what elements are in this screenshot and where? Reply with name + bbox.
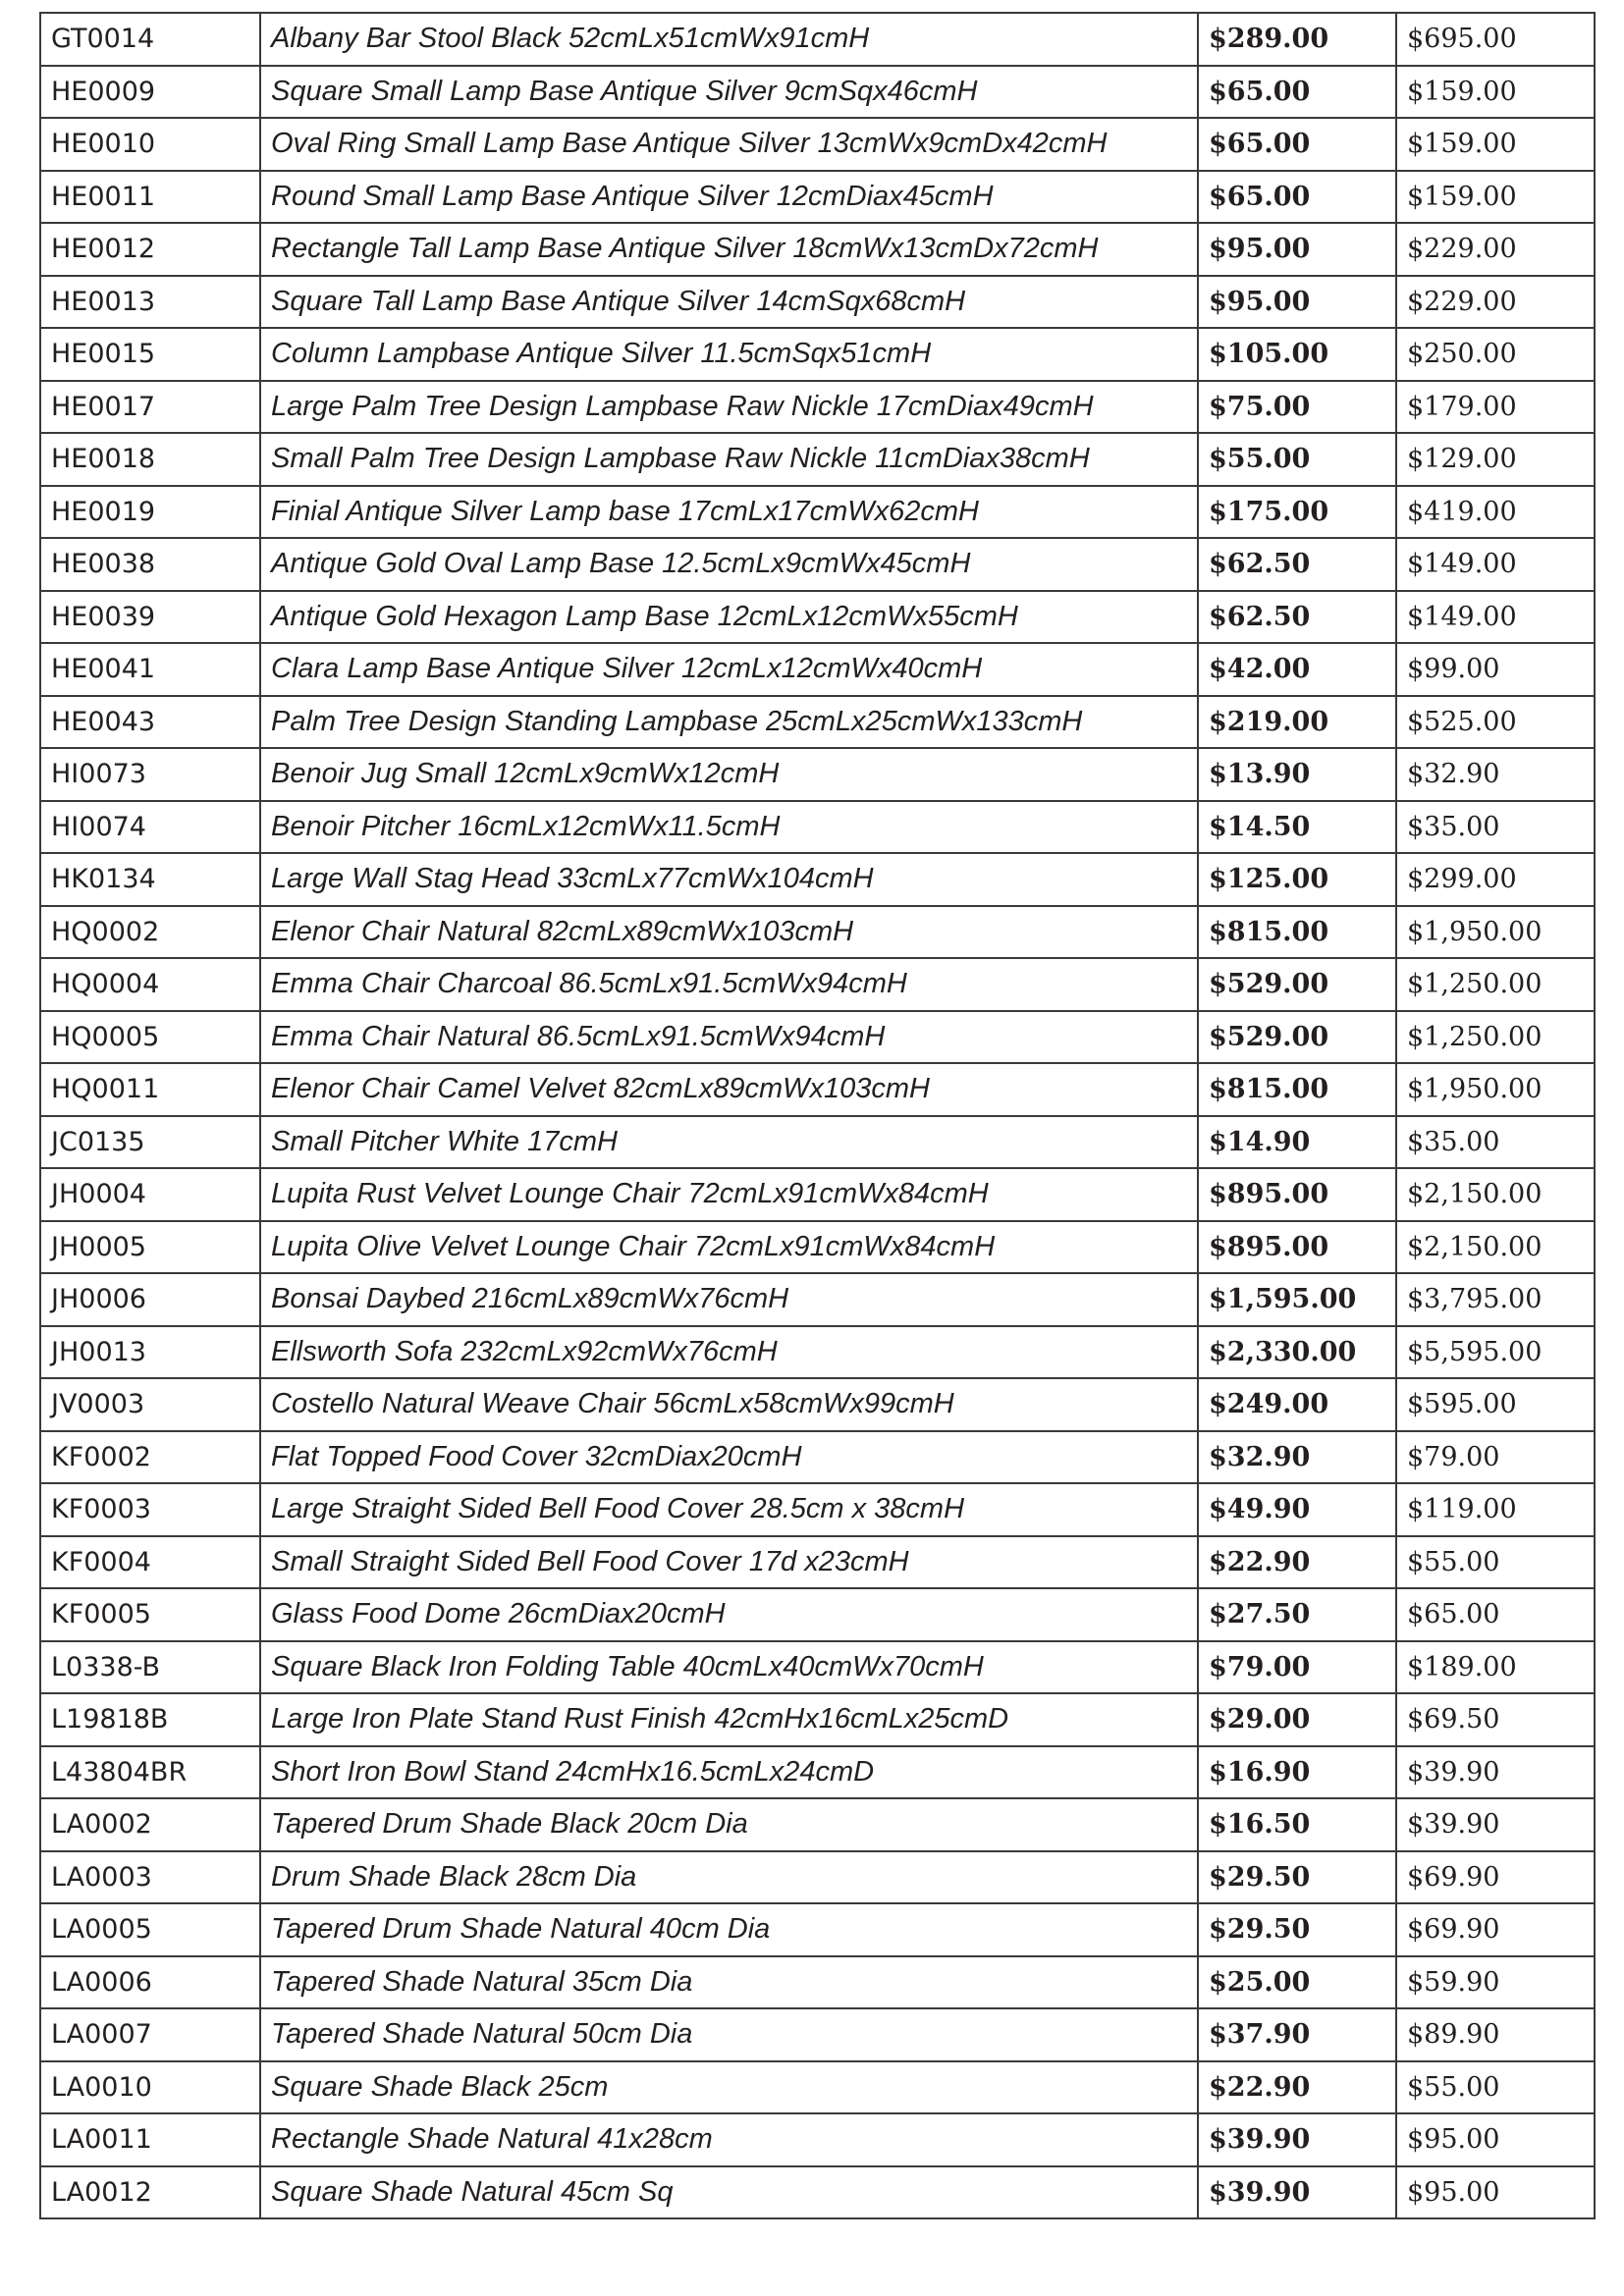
- price-list-table: [39, 12, 1596, 2219]
- cost-price: $79.00: [1198, 1641, 1396, 1694]
- product-description: Glass Food Dome 26cmDiax20cmH: [260, 1588, 1198, 1641]
- product-description: Column Lampbase Antique Silver 11.5cmSqx51cmH: [260, 328, 1198, 381]
- cost-price: $49.90: [1198, 1483, 1396, 1536]
- product-description: Albany Bar Stool Black 52cmLx51cmWx91cmH: [260, 13, 1198, 66]
- product-code: HE0010: [40, 118, 260, 171]
- table-row: [40, 2061, 1595, 2114]
- product-description: Square Tall Lamp Base Antique Silver 14cmSqx68cmH: [260, 276, 1198, 329]
- product-description: Tapered Shade Natural 35cm Dia: [260, 1956, 1198, 2009]
- retail-price: $55.00: [1396, 1536, 1595, 1589]
- retail-price: $179.00: [1396, 381, 1595, 434]
- product-code: HI0074: [40, 801, 260, 854]
- cost-price: $65.00: [1198, 171, 1396, 224]
- product-code: HE0019: [40, 486, 260, 539]
- table-row: [40, 2113, 1595, 2166]
- product-code: HK0134: [40, 853, 260, 906]
- table-row: [40, 1326, 1595, 1379]
- product-code: HE0009: [40, 66, 260, 119]
- retail-price: $159.00: [1396, 118, 1595, 171]
- table-row: [40, 1273, 1595, 1326]
- cost-price: $16.90: [1198, 1746, 1396, 1799]
- cost-price: $32.90: [1198, 1431, 1396, 1484]
- product-description: Ellsworth Sofa 232cmLx92cmWx76cmH: [260, 1326, 1198, 1379]
- product-code: L0338-B: [40, 1641, 260, 1694]
- cost-price: $25.00: [1198, 1956, 1396, 2009]
- retail-price: $1,950.00: [1396, 906, 1595, 959]
- table-row: [40, 1588, 1595, 1641]
- table-row: [40, 433, 1595, 486]
- retail-price: $129.00: [1396, 433, 1595, 486]
- product-code: GT0014: [40, 13, 260, 66]
- product-code: KF0003: [40, 1483, 260, 1536]
- product-description: Tapered Drum Shade Natural 40cm Dia: [260, 1903, 1198, 1956]
- cost-price: $95.00: [1198, 223, 1396, 276]
- product-description: Benoir Pitcher 16cmLx12cmWx11.5cmH: [260, 801, 1198, 854]
- cost-price: $529.00: [1198, 958, 1396, 1011]
- product-code: HQ0011: [40, 1063, 260, 1116]
- product-description: Square Shade Natural 45cm Sq: [260, 2166, 1198, 2219]
- retail-price: $299.00: [1396, 853, 1595, 906]
- product-description: Square Black Iron Folding Table 40cmLx40cmWx70cmH: [260, 1641, 1198, 1694]
- cost-price: $105.00: [1198, 328, 1396, 381]
- product-description: Large Iron Plate Stand Rust Finish 42cmHx16cmLx25cmD: [260, 1693, 1198, 1746]
- cost-price: $62.50: [1198, 538, 1396, 591]
- retail-price: $39.90: [1396, 1746, 1595, 1799]
- cost-price: $62.50: [1198, 591, 1396, 644]
- retail-price: $59.90: [1396, 1956, 1595, 2009]
- product-description: Small Palm Tree Design Lampbase Raw Nickle 11cmDiax38cmH: [260, 433, 1198, 486]
- table-row: [40, 1798, 1595, 1851]
- product-code: LA0010: [40, 2061, 260, 2114]
- product-code: HQ0004: [40, 958, 260, 1011]
- product-code: JV0003: [40, 1378, 260, 1431]
- retail-price: $89.90: [1396, 2008, 1595, 2061]
- product-description: Emma Chair Charcoal 86.5cmLx91.5cmWx94cmH: [260, 958, 1198, 1011]
- cost-price: $249.00: [1198, 1378, 1396, 1431]
- product-code: HE0038: [40, 538, 260, 591]
- cost-price: $37.90: [1198, 2008, 1396, 2061]
- product-description: Antique Gold Oval Lamp Base 12.5cmLx9cmWx45cmH: [260, 538, 1198, 591]
- cost-price: $16.50: [1198, 1798, 1396, 1851]
- product-code: LA0003: [40, 1851, 260, 1904]
- table-row: [40, 696, 1595, 749]
- retail-price: $95.00: [1396, 2113, 1595, 2166]
- product-description: Tapered Drum Shade Black 20cm Dia: [260, 1798, 1198, 1851]
- product-code: HE0041: [40, 643, 260, 696]
- product-code: LA0002: [40, 1798, 260, 1851]
- retail-price: $149.00: [1396, 538, 1595, 591]
- cost-price: $65.00: [1198, 118, 1396, 171]
- product-description: Large Palm Tree Design Lampbase Raw Nickle 17cmDiax49cmH: [260, 381, 1198, 434]
- product-description: Drum Shade Black 28cm Dia: [260, 1851, 1198, 1904]
- retail-price: $2,150.00: [1396, 1221, 1595, 1274]
- product-description: Small Straight Sided Bell Food Cover 17d x23cmH: [260, 1536, 1198, 1589]
- cost-price: $14.50: [1198, 801, 1396, 854]
- cost-price: $55.00: [1198, 433, 1396, 486]
- product-code: LA0007: [40, 2008, 260, 2061]
- product-description: Oval Ring Small Lamp Base Antique Silver 13cmWx9cmDx42cmH: [260, 118, 1198, 171]
- table-row: [40, 276, 1595, 329]
- product-code: LA0006: [40, 1956, 260, 2009]
- product-code: KF0004: [40, 1536, 260, 1589]
- product-code: HI0073: [40, 748, 260, 801]
- cost-price: $125.00: [1198, 853, 1396, 906]
- product-description: Large Straight Sided Bell Food Cover 28.5cm x 38cmH: [260, 1483, 1198, 1536]
- product-code: HE0015: [40, 328, 260, 381]
- retail-price: $525.00: [1396, 696, 1595, 749]
- retail-price: $99.00: [1396, 643, 1595, 696]
- product-code: HE0012: [40, 223, 260, 276]
- table-row: [40, 1851, 1595, 1904]
- table-row: [40, 381, 1595, 434]
- product-description: Bonsai Daybed 216cmLx89cmWx76cmH: [260, 1273, 1198, 1326]
- table-row: [40, 591, 1595, 644]
- retail-price: $1,250.00: [1396, 1011, 1595, 1064]
- product-description: Antique Gold Hexagon Lamp Base 12cmLx12cmWx55cmH: [260, 591, 1198, 644]
- cost-price: $95.00: [1198, 276, 1396, 329]
- retail-price: $69.90: [1396, 1903, 1595, 1956]
- table-row: [40, 906, 1595, 959]
- product-code: JH0005: [40, 1221, 260, 1274]
- product-code: HE0043: [40, 696, 260, 749]
- product-description: Tapered Shade Natural 50cm Dia: [260, 2008, 1198, 2061]
- cost-price: $27.50: [1198, 1588, 1396, 1641]
- product-description: Rectangle Shade Natural 41x28cm: [260, 2113, 1198, 2166]
- cost-price: $42.00: [1198, 643, 1396, 696]
- product-code: L19818B: [40, 1693, 260, 1746]
- product-description: Rectangle Tall Lamp Base Antique Silver 18cmWx13cmDx72cmH: [260, 223, 1198, 276]
- retail-price: $229.00: [1396, 223, 1595, 276]
- product-code: LA0012: [40, 2166, 260, 2219]
- cost-price: $14.90: [1198, 1116, 1396, 1169]
- table-row: [40, 223, 1595, 276]
- retail-price: $159.00: [1396, 171, 1595, 224]
- table-row: [40, 1483, 1595, 1536]
- cost-price: $815.00: [1198, 906, 1396, 959]
- cost-price: $219.00: [1198, 696, 1396, 749]
- cost-price: $29.00: [1198, 1693, 1396, 1746]
- retail-price: $79.00: [1396, 1431, 1595, 1484]
- price-list-body: [40, 13, 1595, 2218]
- product-description: Elenor Chair Natural 82cmLx89cmWx103cmH: [260, 906, 1198, 959]
- cost-price: $29.50: [1198, 1903, 1396, 1956]
- product-description: Round Small Lamp Base Antique Silver 12cmDiax45cmH: [260, 171, 1198, 224]
- retail-price: $159.00: [1396, 66, 1595, 119]
- retail-price: $5,595.00: [1396, 1326, 1595, 1379]
- product-code: HQ0002: [40, 906, 260, 959]
- product-description: Palm Tree Design Standing Lampbase 25cmLx25cmWx133cmH: [260, 696, 1198, 749]
- retail-price: $2,150.00: [1396, 1168, 1595, 1221]
- table-row: [40, 748, 1595, 801]
- retail-price: $189.00: [1396, 1641, 1595, 1694]
- retail-price: $35.00: [1396, 1116, 1595, 1169]
- table-row: [40, 118, 1595, 171]
- product-code: HE0013: [40, 276, 260, 329]
- product-description: Small Pitcher White 17cmH: [260, 1116, 1198, 1169]
- cost-price: $895.00: [1198, 1168, 1396, 1221]
- product-description: Benoir Jug Small 12cmLx9cmWx12cmH: [260, 748, 1198, 801]
- retail-price: $3,795.00: [1396, 1273, 1595, 1326]
- cost-price: $22.90: [1198, 2061, 1396, 2114]
- retail-price: $595.00: [1396, 1378, 1595, 1431]
- product-description: Elenor Chair Camel Velvet 82cmLx89cmWx103cmH: [260, 1063, 1198, 1116]
- product-description: Lupita Rust Velvet Lounge Chair 72cmLx91cmWx84cmH: [260, 1168, 1198, 1221]
- table-row: [40, 13, 1595, 66]
- product-description: Lupita Olive Velvet Lounge Chair 72cmLx91cmWx84cmH: [260, 1221, 1198, 1274]
- table-row: [40, 1378, 1595, 1431]
- product-description: Emma Chair Natural 86.5cmLx91.5cmWx94cmH: [260, 1011, 1198, 1064]
- cost-price: $13.90: [1198, 748, 1396, 801]
- product-description: Costello Natural Weave Chair 56cmLx58cmWx99cmH: [260, 1378, 1198, 1431]
- table-row: [40, 538, 1595, 591]
- table-row: [40, 1903, 1595, 1956]
- table-row: [40, 643, 1595, 696]
- table-row: [40, 1431, 1595, 1484]
- product-code: KF0002: [40, 1431, 260, 1484]
- product-description: Flat Topped Food Cover 32cmDiax20cmH: [260, 1431, 1198, 1484]
- table-row: [40, 1063, 1595, 1116]
- table-row: [40, 1641, 1595, 1694]
- cost-price: $815.00: [1198, 1063, 1396, 1116]
- cost-price: $65.00: [1198, 66, 1396, 119]
- retail-price: $695.00: [1396, 13, 1595, 66]
- product-description: Square Small Lamp Base Antique Silver 9cmSqx46cmH: [260, 66, 1198, 119]
- product-description: Clara Lamp Base Antique Silver 12cmLx12cmWx40cmH: [260, 643, 1198, 696]
- cost-price: $29.50: [1198, 1851, 1396, 1904]
- table-row: [40, 1221, 1595, 1274]
- retail-price: $250.00: [1396, 328, 1595, 381]
- product-code: JH0013: [40, 1326, 260, 1379]
- cost-price: $22.90: [1198, 1536, 1396, 1589]
- retail-price: $419.00: [1396, 486, 1595, 539]
- retail-price: $55.00: [1396, 2061, 1595, 2114]
- cost-price: $2,330.00: [1198, 1326, 1396, 1379]
- product-description: Square Shade Black 25cm: [260, 2061, 1198, 2114]
- product-code: HE0039: [40, 591, 260, 644]
- product-description: Finial Antique Silver Lamp base 17cmLx17cmWx62cmH: [260, 486, 1198, 539]
- product-code: HQ0005: [40, 1011, 260, 1064]
- cost-price: $39.90: [1198, 2166, 1396, 2219]
- retail-price: $95.00: [1396, 2166, 1595, 2219]
- retail-price: $149.00: [1396, 591, 1595, 644]
- table-row: [40, 2008, 1595, 2061]
- table-row: [40, 1536, 1595, 1589]
- cost-price: $895.00: [1198, 1221, 1396, 1274]
- table-row: [40, 1168, 1595, 1221]
- table-row: [40, 801, 1595, 854]
- product-code: HE0011: [40, 171, 260, 224]
- retail-price: $39.90: [1396, 1798, 1595, 1851]
- table-row: [40, 853, 1595, 906]
- table-row: [40, 328, 1595, 381]
- cost-price: $1,595.00: [1198, 1273, 1396, 1326]
- product-code: JH0006: [40, 1273, 260, 1326]
- retail-price: $32.90: [1396, 748, 1595, 801]
- retail-price: $69.50: [1396, 1693, 1595, 1746]
- table-row: [40, 1956, 1595, 2009]
- product-code: LA0005: [40, 1903, 260, 1956]
- retail-price: $1,950.00: [1396, 1063, 1595, 1116]
- product-code: HE0018: [40, 433, 260, 486]
- table-row: [40, 958, 1595, 1011]
- product-code: JH0004: [40, 1168, 260, 1221]
- retail-price: $69.90: [1396, 1851, 1595, 1904]
- product-description: Large Wall Stag Head 33cmLx77cmWx104cmH: [260, 853, 1198, 906]
- table-row: [40, 171, 1595, 224]
- retail-price: $119.00: [1396, 1483, 1595, 1536]
- product-code: KF0005: [40, 1588, 260, 1641]
- table-row: [40, 1116, 1595, 1169]
- product-code: HE0017: [40, 381, 260, 434]
- retail-price: $229.00: [1396, 276, 1595, 329]
- table-row: [40, 2166, 1595, 2219]
- product-code: JC0135: [40, 1116, 260, 1169]
- cost-price: $39.90: [1198, 2113, 1396, 2166]
- table-row: [40, 1746, 1595, 1799]
- table-row: [40, 1011, 1595, 1064]
- retail-price: $35.00: [1396, 801, 1595, 854]
- cost-price: $75.00: [1198, 381, 1396, 434]
- cost-price: $529.00: [1198, 1011, 1396, 1064]
- product-description: Short Iron Bowl Stand 24cmHx16.5cmLx24cmD: [260, 1746, 1198, 1799]
- product-code: LA0011: [40, 2113, 260, 2166]
- retail-price: $65.00: [1396, 1588, 1595, 1641]
- table-row: [40, 1693, 1595, 1746]
- table-row: [40, 486, 1595, 539]
- cost-price: $175.00: [1198, 486, 1396, 539]
- table-row: [40, 66, 1595, 119]
- product-code: L43804BR: [40, 1746, 260, 1799]
- cost-price: $289.00: [1198, 13, 1396, 66]
- retail-price: $1,250.00: [1396, 958, 1595, 1011]
